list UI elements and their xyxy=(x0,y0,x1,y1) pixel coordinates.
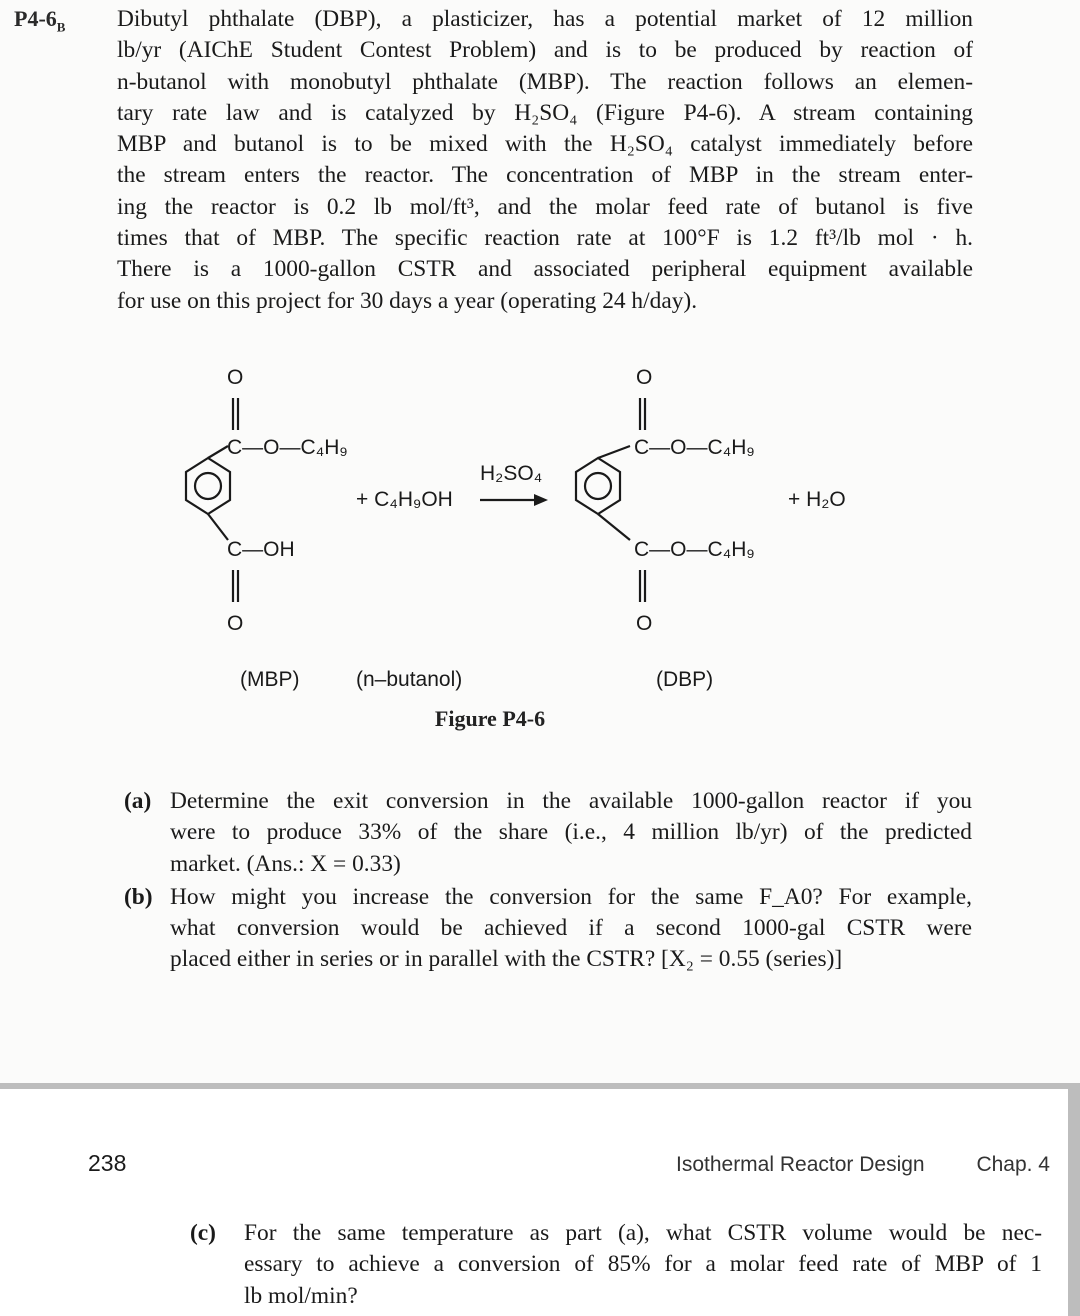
figure-caption: Figure P4-6 xyxy=(434,706,546,731)
part-c-tag: (c) xyxy=(190,1220,216,1246)
butanol-formula: + C₄H₉OH xyxy=(356,488,453,511)
mbp-bottom-oxygen: O xyxy=(227,612,244,635)
part-c-line: essary to achieve a conversion of 85% for a molar feed rate of MBP of 1 xyxy=(244,1251,1042,1278)
page-number: 238 xyxy=(88,1150,127,1176)
mbp-aromatic-circle xyxy=(195,473,221,499)
problem-line: n-butanol with monobutyl phthalate (MBP). The reaction follows an elemen- xyxy=(117,68,973,95)
catalyst-label: H₂SO₄ xyxy=(480,462,543,485)
dbp-lower-ester-group: C—O—C₄H₉ xyxy=(634,538,755,561)
part-a-line: Determine the exit conversion in the available 1000-gallon reactor if you xyxy=(170,788,972,814)
water-byproduct: + H₂O xyxy=(788,488,846,511)
dbp-upper-ester-group: C—O—C₄H₉ xyxy=(634,436,755,459)
dbp-bottom-oxygen: O xyxy=(636,612,653,635)
dbp-label: (DBP) xyxy=(656,668,714,691)
problem-parts xyxy=(124,786,972,978)
part-b-line: How might you increase the conversion for the same F_A0? For example, xyxy=(170,883,972,910)
chapter-label: Chap. 4 xyxy=(976,1153,1050,1176)
mbp-label: (MBP) xyxy=(240,668,300,691)
problem-line: for use on this project for 30 days a year (operating 24 h/day). xyxy=(117,287,698,314)
dbp-aromatic-circle xyxy=(585,473,611,499)
problem-line: There is a 1000-gallon CSTR and associated peripheral equipment available xyxy=(117,256,973,283)
part-a xyxy=(124,786,972,880)
reaction-scheme-figure xyxy=(0,350,1080,710)
reaction-arrowhead xyxy=(534,494,548,506)
dbp-top-oxygen: O xyxy=(636,366,653,389)
mbp-benzene-ring xyxy=(186,458,230,514)
part-c-line: lb mol/min? xyxy=(244,1282,358,1309)
part-b-line: placed either in series or in parallel with the CSTR? [X₂ = 0.55 (series)] xyxy=(170,946,843,973)
problem-line: Dibutyl phthalate (DBP), a plasticizer, has a potential market of 12 million xyxy=(117,6,973,32)
part-b-line: what conversion would be achieved if a second 1000-gal CSTR were xyxy=(170,915,972,942)
problem-line: lb/yr (AIChE Student Contest Problem) and is to be produced by reaction of xyxy=(117,37,973,64)
problem-line: MBP and butanol is to be mixed with the H₂SO₄ catalyst immediately before xyxy=(117,131,973,158)
problem-line: tary rate law and is catalyzed by H₂SO₄ (Figure P4-6). A stream containing xyxy=(117,99,973,126)
reaction-scheme-drawing xyxy=(0,350,1080,710)
problem-line: times that of MBP. The specific reaction rate at 100°F is 1.2 ft³/lb mol · h. xyxy=(117,225,973,252)
part-b xyxy=(124,882,972,976)
page-divider xyxy=(0,1083,1080,1089)
part-c-line: For the same temperature as part (a), what CSTR volume would be nec- xyxy=(244,1220,1042,1246)
mbp-ester-group: C—O—C₄H₉ xyxy=(227,436,348,459)
part-a-line: market. (Ans.: X = 0.33) xyxy=(170,850,401,877)
mbp-acid-group: C—OH xyxy=(227,538,295,561)
dbp-benzene-ring xyxy=(576,458,620,514)
part-c xyxy=(190,1218,1042,1312)
part-a-tag: (a) xyxy=(124,788,152,814)
part-b-tag: (b) xyxy=(124,883,153,910)
butanol-label: (n–butanol) xyxy=(356,668,463,691)
problem-line: ing the reactor is 0.2 lb mol/ft³, and the molar feed rate of butanol is five xyxy=(117,193,973,220)
problem-statement xyxy=(117,4,973,317)
mbp-top-oxygen: O xyxy=(227,366,244,389)
part-a-line: were to produce 33% of the share (i.e., 4 million lb/yr) of the predicted xyxy=(170,819,972,846)
section-title: Isothermal Reactor Design xyxy=(675,1153,925,1176)
problem-line: the stream enters the reactor. The concentration of MBP in the stream enter- xyxy=(117,162,973,189)
running-head xyxy=(676,1153,1050,1177)
page-edge-shadow xyxy=(1068,1083,1080,1316)
problem-number: $P4-6_B$ xyxy=(14,6,66,35)
